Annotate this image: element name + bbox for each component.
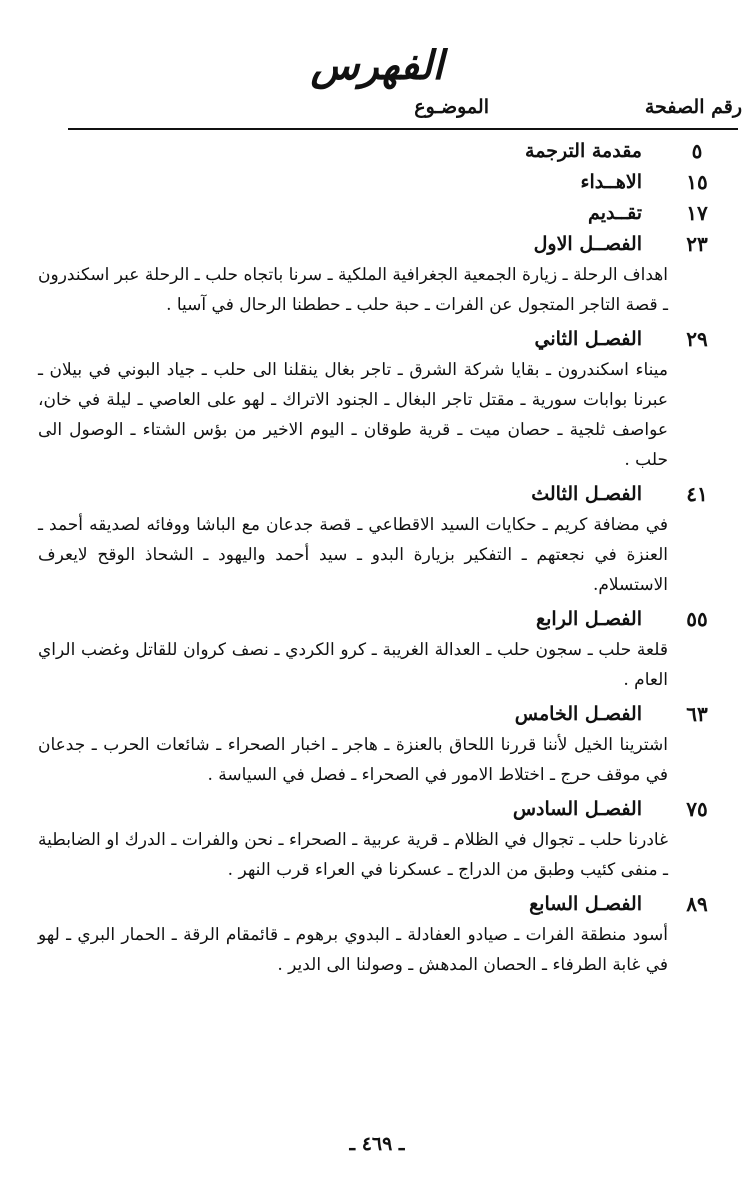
entry-heading: الفصـل السادس bbox=[512, 798, 642, 820]
entry-page-number: ٢٣ bbox=[686, 232, 708, 256]
entry-body bbox=[10, 794, 668, 885]
entry-description: اهداف الرحلة ـ زيارة الجمعية الجغرافية الملكية ـ سرنا باتجاه حلب ـ الرحلة عبر اسكندرون ـ قصة التاجر المتجول عن الفرات ـ حبة حلب ـ حططنا الرحال في آسيا . bbox=[38, 265, 668, 315]
entry-page-number: ٥٥ bbox=[686, 607, 708, 631]
toc-entry-chapter-2 bbox=[36, 324, 726, 475]
entry-heading: تقــديم bbox=[588, 202, 642, 224]
toc-entry-preface bbox=[36, 198, 726, 229]
toc-entry-chapter-4 bbox=[36, 604, 726, 695]
entry-body bbox=[10, 889, 668, 980]
entry-heading: الفصــل الاول bbox=[533, 233, 642, 255]
header-divider bbox=[68, 128, 738, 130]
entry-body bbox=[10, 198, 668, 229]
entry-body bbox=[10, 699, 668, 790]
entry-page-number: ٤١ bbox=[686, 482, 708, 506]
toc-entry-chapter-1 bbox=[36, 229, 726, 320]
entry-description: في مضافة كريم ـ حكايات السيد الاقطاعي ـ قصة جدعان مع الباشا ووفائه لصديقه أحمد ـ العنزة في نجعتهم ـ التفكير بزيارة البدو ـ سيد أحمد واليهود ـ الشحاذ الوقح لايعرف الاستسلام. bbox=[38, 515, 668, 595]
toc-entry-chapter-5 bbox=[36, 699, 726, 790]
entry-description: أسود منطقة الفرات ـ صيادو العفادلة ـ البدوي برهوم ـ قائمقام الرقة ـ الحمار البري ـ لهو في غابة الطرفاء ـ الحصان المدهش ـ وصولنا الى الدير . bbox=[38, 925, 668, 975]
toc-entry-chapter-6 bbox=[36, 794, 726, 885]
page-title: الفهرس bbox=[310, 42, 444, 89]
entry-body bbox=[10, 324, 668, 475]
entry-description: اشترينا الخيل لأننا قررنا اللحاق بالعنزة ـ هاجر ـ اخبار الصحراء ـ شائعات الحرب ـ جدعان في موقف حرج ـ اختلاط الامور في الصحراء ـ فصل في السياسة . bbox=[38, 735, 668, 785]
entry-page-number: ٥ bbox=[691, 139, 703, 163]
column-header-topic: الموضـوع bbox=[414, 96, 489, 118]
entry-heading: الفصـل الثاني bbox=[534, 328, 642, 350]
entry-page-number: ١٥ bbox=[686, 170, 708, 194]
entry-body bbox=[10, 479, 668, 600]
entry-body bbox=[10, 229, 668, 320]
entry-heading: الفصـل الرابع bbox=[536, 608, 642, 630]
toc-entry-translation-intro bbox=[36, 136, 726, 167]
toc-entry-chapter-3 bbox=[36, 479, 726, 600]
entry-description: غادرنا حلب ـ تجوال في الظلام ـ قرية عربية ـ الصحراء ـ نحن والفرات ـ الدرك او الضابطية ـ منفى كئيب وطبق من الدراج ـ عسكرنا في العراء قرب النهر . bbox=[38, 830, 668, 880]
column-header-page: رقم الصفحة bbox=[644, 96, 742, 118]
entry-body bbox=[10, 167, 668, 198]
toc-entry-dedication bbox=[36, 167, 726, 198]
page-number-footer: ـ ٤٦٩ ـ bbox=[349, 1133, 405, 1155]
entry-heading: مقدمة الترجمة bbox=[525, 140, 642, 162]
entry-page-number: ٦٣ bbox=[686, 702, 708, 726]
entry-page-number: ٧٥ bbox=[686, 797, 708, 821]
entry-heading: الاهــداء bbox=[580, 171, 642, 193]
entry-description: ميناء اسكندرون ـ بقايا شركة الشرق ـ تاجر بغال ينقلنا الى حلب ـ جياد البوني في بيلان ـ عبرنا بوابات سورية ـ مقتل تاجر البغال ـ الجنود الاتراك ـ لهو على العاصي ـ ليلة في خان، عواصف ثلجية ـ حصان ميت ـ قرية طوقان ـ اليوم الاخير من بؤس الشتاء ـ الوصول الى حلب . bbox=[38, 360, 668, 470]
entry-page-number: ٢٩ bbox=[686, 327, 708, 351]
entry-page-number: ١٧ bbox=[686, 201, 708, 225]
entry-page-number: ٨٩ bbox=[686, 892, 708, 916]
entry-body bbox=[10, 604, 668, 695]
entry-description: قلعة حلب ـ سجون حلب ـ العدالة الغريبة ـ كرو الكردي ـ نصف كروان للقاتل وغضب الراي العام . bbox=[38, 640, 668, 690]
entry-heading: الفصـل الخامس bbox=[514, 703, 642, 725]
toc-entry-chapter-7 bbox=[36, 889, 726, 980]
contents-list bbox=[36, 136, 726, 980]
entry-body bbox=[10, 136, 668, 167]
entry-heading: الفصـل الثالث bbox=[531, 483, 642, 505]
entry-heading: الفصـل السابع bbox=[529, 893, 642, 915]
